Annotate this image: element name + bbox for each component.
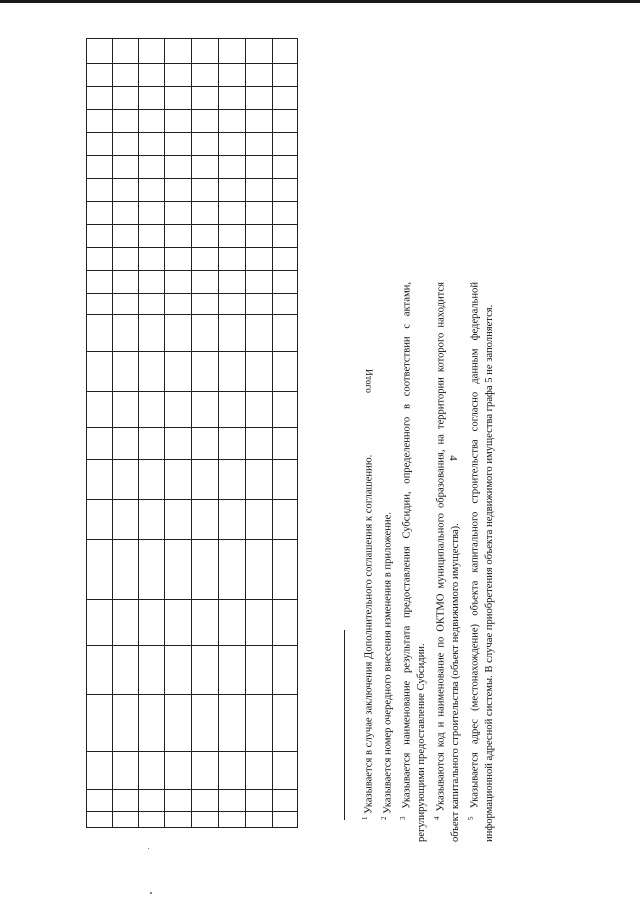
table-row-divider [87,694,297,695]
footnotes [358,282,497,842]
footnote-1 [358,282,377,842]
table-row-divider [87,109,297,110]
footnote-text: Указывается наименование результата предоставления Субсидии, определенного в соответствии с актами, регулирующими предоставление Субсидии. [401,282,428,842]
table-row-divider [87,247,297,248]
table-row-divider [87,270,297,271]
footnote-mark: 1 [361,816,369,820]
table-row-divider [87,201,297,202]
table-column-divider [112,39,113,827]
table-row-divider [87,645,297,646]
table-row-divider [87,63,297,64]
footnote-2 [377,282,396,842]
footnote-text: Указываются код и наименование по ОКТМО муниципального образования, на территории которого находится объект капитального строительства (объект недвижимого имущества). [435,282,462,842]
table-row-divider [87,155,297,156]
table-row-divider [87,539,297,540]
table-column-divider [138,39,139,827]
table-row-divider [87,499,297,500]
footnote-3 [396,282,430,842]
table-row-divider [87,811,297,812]
page-number: 4 [447,455,459,461]
table-column-divider [218,39,219,827]
table-row-divider [87,132,297,133]
table-column-divider [191,39,192,827]
footnote-mark: 3 [399,816,408,820]
footnote-4 [430,282,464,842]
footnote-text: Указывается в случае заключения Дополнительного соглашения к соглашению. [363,454,375,814]
footnote-mark: 2 [380,816,389,820]
total-row-label: Итого [363,369,373,394]
table-column-divider [272,39,273,827]
table-row-divider [87,599,297,600]
table-row-divider [87,459,297,460]
table-column-divider [164,39,165,827]
table-row-divider [87,293,297,294]
table-row-divider [87,178,297,179]
footnote-5 [464,282,498,842]
footnote-mark: 4 [432,816,441,820]
table-row-divider [87,86,297,87]
table-row-divider [87,789,297,790]
scan-edge [0,0,640,3]
footnote-mark: 5 [466,816,475,820]
table-row-divider [87,314,297,315]
table-column-divider [245,39,246,827]
table-row-divider [87,391,297,392]
footnote-text: Указывается номер очередного внесения изменения в приложение. [382,512,394,814]
table-row-divider [87,351,297,352]
table-row-divider [87,427,297,428]
scan-speck [150,892,152,894]
footnote-separator [344,630,345,820]
footnote-text: Указывается адрес (местонахождение) объекта капитального строительства согласно данным федеральной информационной адресной системы. В случае приобретения объекта недвижимого имущества графа 5 не заполняется. [469,282,495,842]
table-row-divider [87,224,297,225]
scan-speck [148,848,149,849]
table-row-divider [87,751,297,752]
